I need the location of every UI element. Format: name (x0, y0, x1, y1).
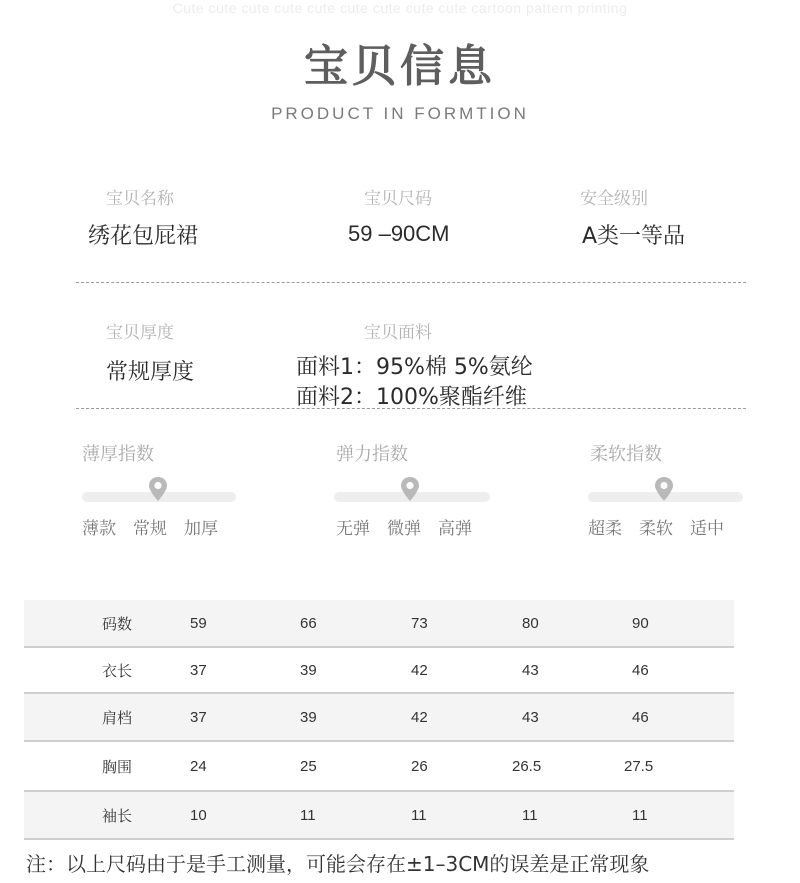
index-option: 超柔 (588, 519, 622, 539)
fabric-line-1: 面料1：95%棉 5%氨纶 (296, 355, 533, 380)
location-pin-icon (147, 476, 169, 502)
location-pin-icon (653, 476, 675, 502)
thickness-value: 常规厚度 (106, 360, 195, 385)
index-option: 高弹 (438, 519, 472, 539)
table-cell: 90 (632, 614, 649, 632)
table-cell: 26.5 (512, 757, 542, 775)
table-row-label: 胸围 (102, 758, 133, 776)
index-softness (588, 440, 750, 539)
table-cell: 42 (411, 661, 428, 679)
dashed-divider (76, 408, 746, 409)
table-cell: 43 (522, 708, 539, 726)
table-cell: 27.5 (624, 757, 654, 775)
table-row (24, 694, 734, 742)
product-size-label: 宝贝尺码 (364, 189, 432, 209)
fabric-label: 宝贝面料 (364, 323, 432, 343)
table-row (24, 600, 734, 648)
safety-level-label: 安全级别 (580, 189, 648, 209)
table-cell: 11 (300, 806, 316, 824)
product-name-value: 绣花包屁裙 (88, 224, 199, 249)
background-pattern-text: Cute cute cute cute cute cute cute cute cute cartoon pattern printing (172, 0, 628, 16)
table-cell: 37 (190, 708, 207, 726)
product-name-label: 宝贝名称 (106, 189, 174, 209)
index-option-selected: 微弹 (387, 519, 421, 539)
table-cell: 42 (411, 708, 428, 726)
thickness-label: 宝贝厚度 (106, 323, 174, 343)
table-row-label: 衣长 (102, 662, 133, 680)
measurement-note: 注：以上尺码由于是手工测量，可能会存在±1–3CM的误差是正常现象 (26, 852, 650, 876)
table-row (24, 742, 734, 792)
table-cell: 59 (190, 614, 207, 632)
table-cell: 11 (632, 806, 648, 824)
table-cell: 11 (411, 806, 427, 824)
location-pin-icon (399, 476, 421, 502)
index-thickness (82, 440, 242, 539)
table-cell: 11 (522, 806, 538, 824)
table-cell: 46 (632, 661, 649, 679)
dashed-divider (76, 282, 746, 283)
table-row-label: 袖长 (102, 807, 133, 825)
table-cell: 66 (300, 614, 317, 632)
page-title: 宝贝信息 (304, 41, 496, 92)
index-elasticity (336, 440, 496, 539)
table-row-label: 码数 (102, 615, 133, 633)
table-row-label: 肩档 (102, 709, 133, 727)
table-cell: 24 (190, 757, 207, 775)
table-cell: 39 (300, 661, 317, 679)
table-row (24, 648, 734, 694)
table-cell: 26 (411, 757, 428, 775)
fabric-line-2: 面料2：100%聚酯纤维 (296, 385, 527, 410)
page-subtitle: PRODUCT IN FORMTION (271, 104, 529, 123)
table-cell: 80 (522, 614, 539, 632)
index-title: 柔软指数 (590, 444, 662, 465)
index-option: 薄款 (82, 519, 116, 539)
index-option: 适中 (690, 519, 724, 539)
index-option: 无弹 (336, 519, 370, 539)
safety-level-value: A类一等品 (582, 224, 686, 249)
index-option-selected: 柔软 (639, 519, 673, 539)
table-cell: 39 (300, 708, 317, 726)
table-cell: 43 (522, 661, 539, 679)
product-size-value: 59 –90CM (348, 221, 450, 246)
table-cell: 73 (411, 614, 428, 632)
table-cell: 25 (300, 757, 317, 775)
index-option-selected: 常规 (133, 519, 167, 539)
index-title: 薄厚指数 (82, 444, 154, 465)
table-cell: 37 (190, 661, 207, 679)
table-row (24, 792, 734, 840)
size-table (24, 600, 734, 840)
index-option: 加厚 (184, 519, 218, 539)
table-cell: 10 (190, 806, 207, 824)
table-cell: 46 (632, 708, 649, 726)
index-title: 弹力指数 (336, 444, 408, 465)
